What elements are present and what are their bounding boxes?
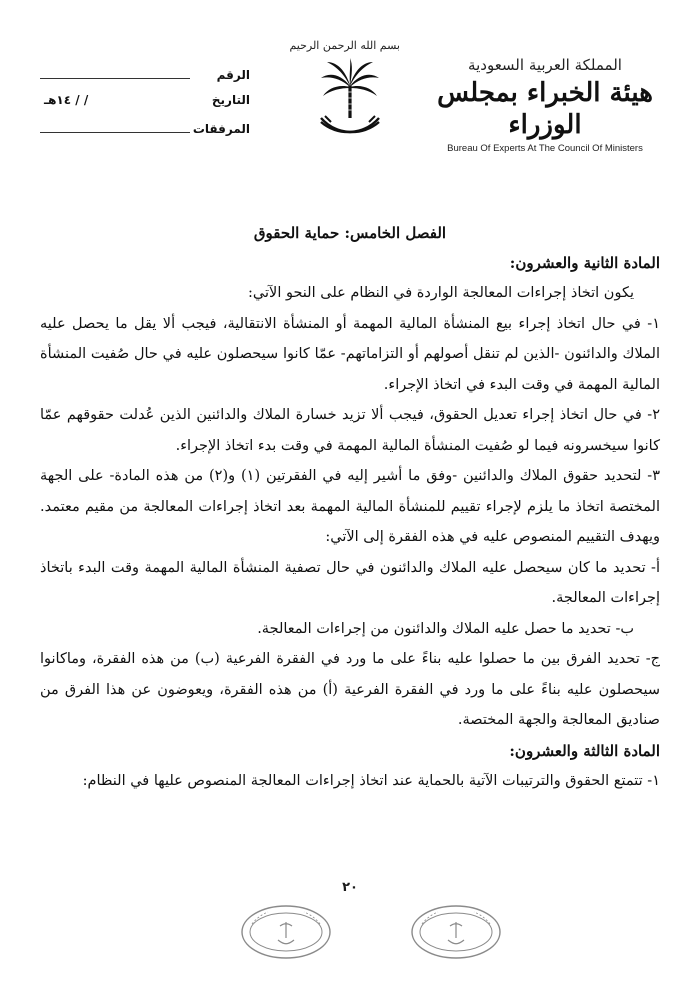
bureau-name-english: Bureau Of Experts At The Council Of Ministers [447,143,643,154]
letterhead-meta-fields [40,66,250,147]
article-22-paragraph-3-a: أ- تحديد ما كان سيحصل عليه الملاك والدائنون في حال تصفية المنشأة المالية المهمة وقت البدء باتخاذ إجراءات المعالجة. [40,559,660,606]
ref-line [40,66,190,79]
official-seal-stamp-icon [408,902,504,962]
attachments-line [40,120,190,133]
ref-label: الرقم [216,68,250,82]
page-number: ٢٠ [342,880,358,895]
article-22-paragraph-3-b: ب- تحديد ما حصل عليه الملاك والدائنون من إجراءات المعالجة. [257,620,634,637]
ref-row [40,66,250,93]
date-label: التاريخ [211,93,250,107]
attachments-row [40,120,250,147]
kingdom-name: المملكة العربية السعودية [468,56,622,74]
letterhead-emblem-block [289,38,400,140]
article-22-paragraph-3-c: ج- تحديد الفرق بين ما حصلوا عليه بناءً على ما ورد في الفقرة الفرعية (ب) من هذه الفقرة، وماكانوا سيحصلون عليه بناءً على ما ورد في الفقرة الفرعية (أ) من هذه الفقرة، ويعوضون عن هذا الفرق من صناديق المعالجة والجهة المختصة. [40,651,660,728]
article-23-paragraph-1: ١- تتمتع الحقوق والترتيبات الآتية بالحماية عند اتخاذ إجراءات المعالجة المنصوص عليها في النظام: [82,772,660,789]
article-22-paragraph-2: ٢- في حال اتخاذ إجراء تعديل الحقوق، فيجب ألا تزيد خسارة الملاك والدائنين الذين عُدلت حقوقهم عمّا كانوا سيخسرونه فيما لو صُفيت المنشأة المالية المهمة في وقت بدء اتخاذ الإجراء. [40,407,660,454]
letterhead-organization [430,55,660,154]
article-22-intro: يكون اتخاذ إجراءات المعالجة الواردة في النظام على النحو الآتي: [248,285,634,301]
palm-and-swords-emblem-icon [315,56,385,140]
basmala: بسم الله الرحمن الرحيم [289,39,400,52]
document-body [40,218,660,796]
article-22-paragraph-1: ١- في حال اتخاذ إجراء بيع المنشأة المالية المهمة أو المنشأة الانتقالية، فيجب ألا يقل ما يحصل عليه الملاك والدائنون -الذين لم تنقل أصولهم أو التزاماتهم- عمّا كانوا سيحصلون عليه في حال صُفيت المنشأة المالية المهمة في وقت البدء في اتخاذ الإجراء. [40,315,660,393]
date-row [40,93,250,120]
article-22-paragraph-3: ٣- لتحديد حقوق الملاك والدائنين -وفق ما أشير إليه في الفقرتين (١) و(٢) من هذه المادة- على الجهة المختصة اتخاذ ما يلزم لإجراء تقييم للمنشأة المالية المهمة بعد اتخاذ إجراءات المعالجة من مقيم معتمد. ويهدف التقييم المنصوص عليه في هذه الفقرة إلى الآتي: [40,468,660,545]
chapter-title: الفصل الخامس: حماية الحقوق [253,224,447,242]
attachments-label: المرفقات [192,122,250,136]
date-value: / / ١٤هـ [44,93,89,107]
article-23-title: المادة الثالثة والعشرون: [509,741,660,760]
official-seal-stamp-icon [238,902,334,962]
article-22-title: المادة الثانية والعشرون: [509,254,660,272]
bureau-name-arabic: هيئة الخبراء بمجلس الوزراء [437,78,653,140]
